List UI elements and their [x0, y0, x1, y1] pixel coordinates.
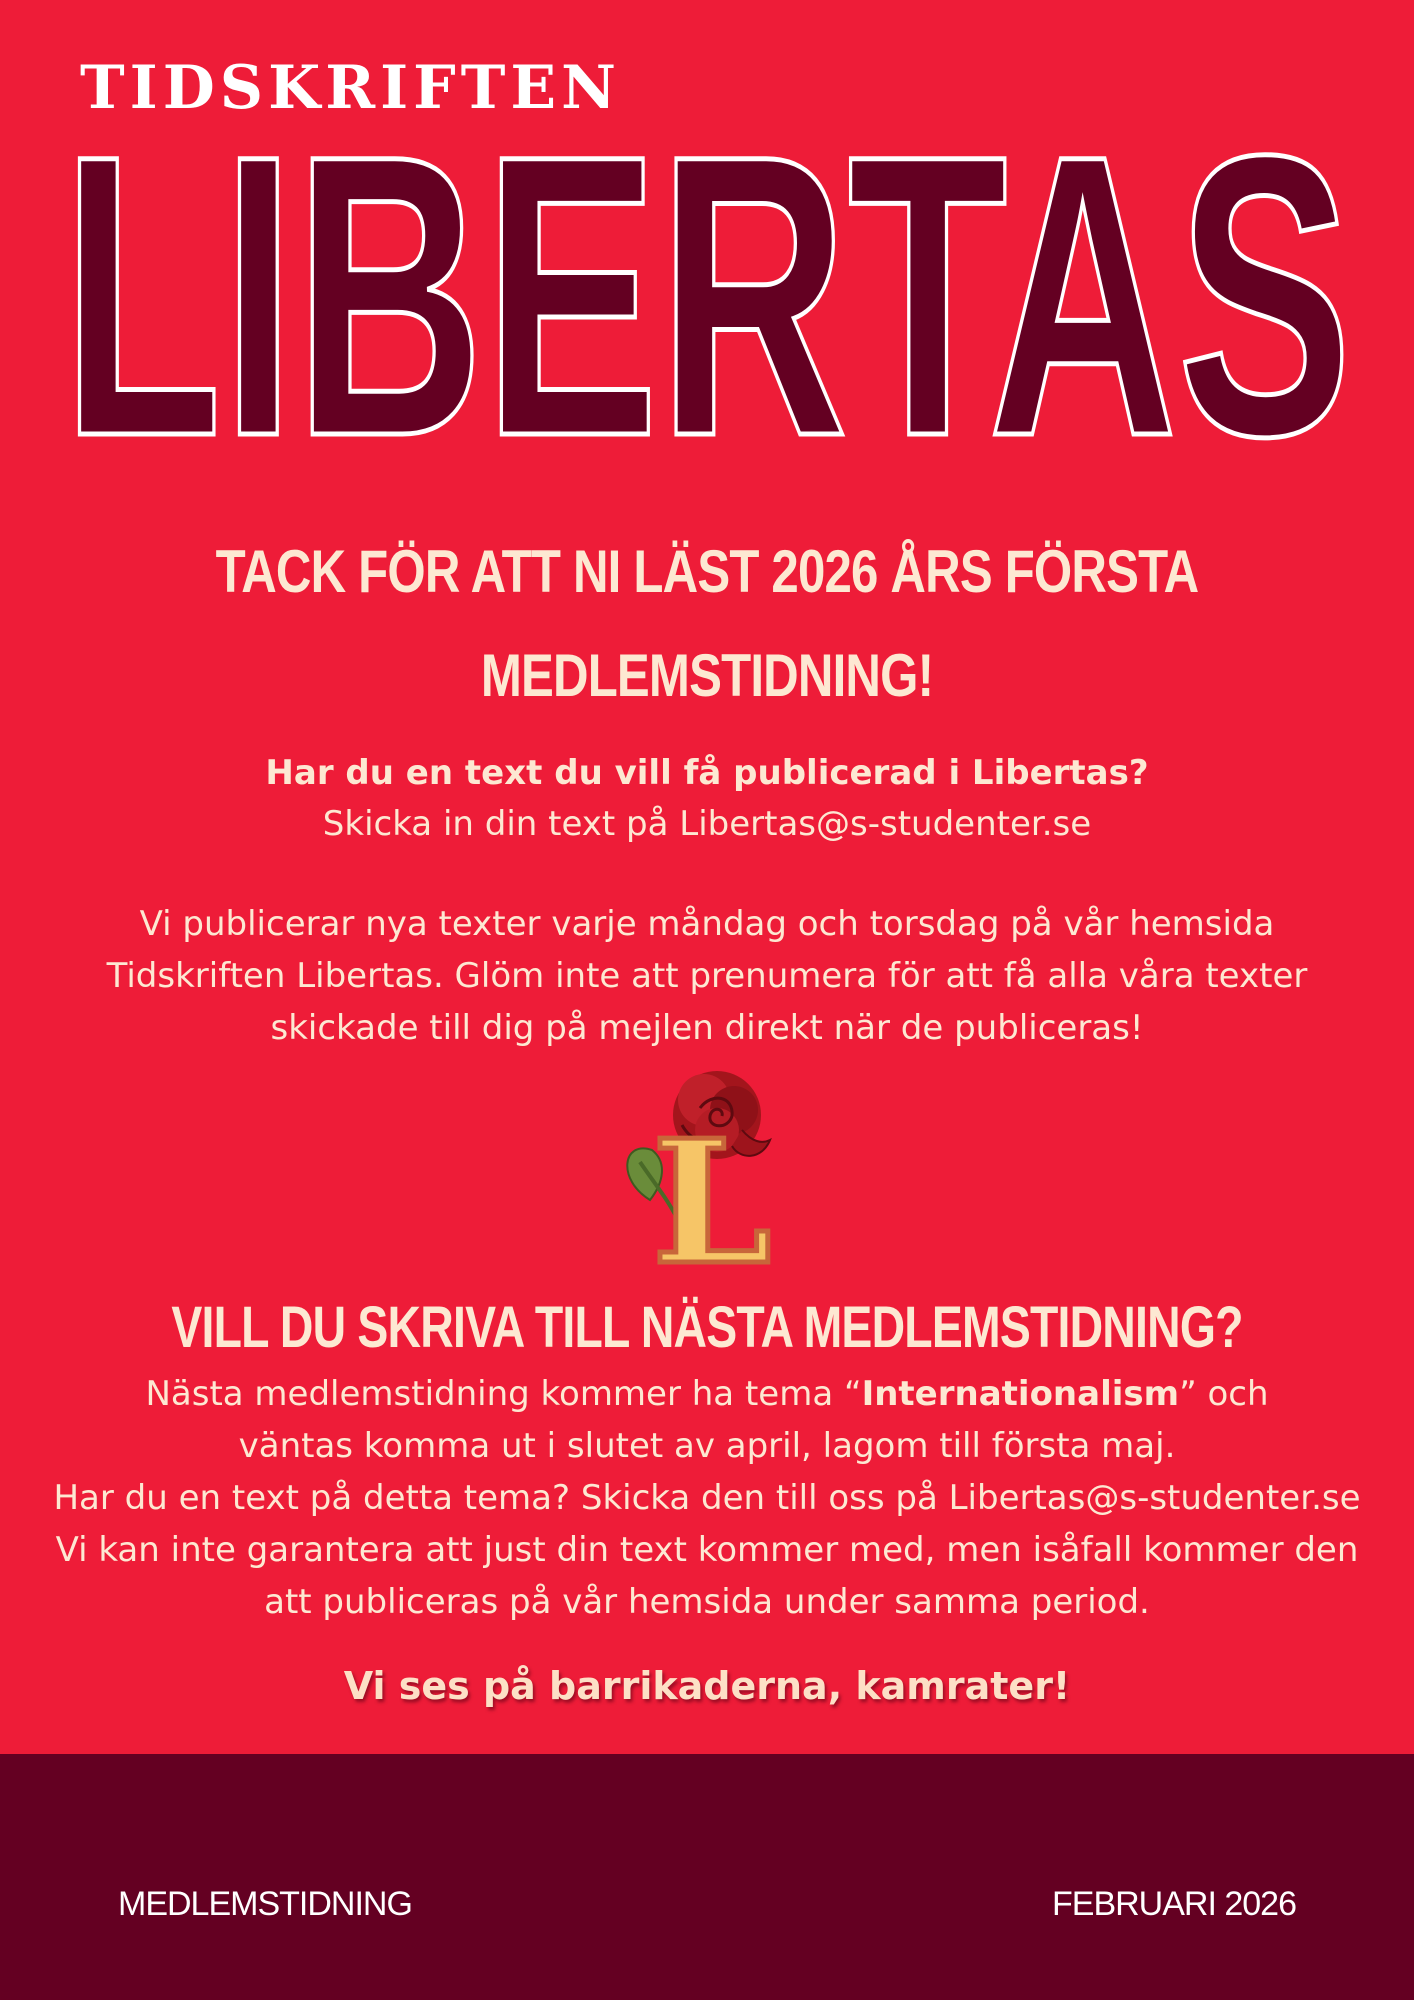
footer-issue-date: FEBRUARI 2026 — [1052, 1885, 1296, 1923]
next-issue-heading: VILL DU SKRIVA TILL NÄSTA MEDLEMSTIDNING? — [171, 1295, 1243, 1360]
submit-question: Har du en text du vill få publicerad i Libertas? — [265, 753, 1149, 793]
next-issue-paragraph — [0, 1368, 1414, 1628]
next-issue-line-4: Vi kan inte garantera att just din text kommer med, men isåfall kommer den — [55, 1530, 1359, 1570]
thanks-line-1: TACK FÖR ATT NI LÄST 2026 ÅRS FÖRSTA — [215, 538, 1199, 605]
logo-letter: L — [652, 1103, 772, 1270]
publish-line-3: skickade till dig på mejlen direkt när de publiceras! — [270, 1008, 1144, 1048]
next-issue-line-1 — [0, 1368, 1414, 1420]
footer-publication-type: MEDLEMSTIDNING — [118, 1885, 412, 1923]
publish-line-2: Tidskriften Libertas. Glöm inte att prenumera för att få alla våra texter — [106, 956, 1308, 996]
theme-outro: ” och — [1179, 1374, 1269, 1414]
next-issue-line-3: Har du en text på detta tema? Skicka den till oss på Libertas@s-studenter.se — [53, 1478, 1361, 1518]
publish-paragraph — [0, 898, 1414, 1054]
next-issue-line-5: att publiceras på vår hemsida under samma period. — [264, 1582, 1150, 1622]
thanks-heading — [127, 520, 1286, 728]
masthead-title: LIBERTAS — [62, 118, 1352, 458]
next-issue-line-2: väntas komma ut i slutet av april, lagom till första maj. — [238, 1426, 1176, 1466]
publish-line-1: Vi publicerar nya texter varje måndag och torsdag på vår hemsida — [139, 904, 1275, 944]
theme-name: Internationalism — [861, 1374, 1180, 1414]
signoff: Vi ses på barrikaderna, kamrater! — [343, 1664, 1071, 1708]
kicker-title: TIDSKRIFTEN — [80, 53, 621, 123]
masthead — [0, 118, 1414, 458]
rose-l-logo-icon — [612, 1070, 792, 1270]
thanks-line-2: MEDLEMSTIDNING! — [480, 642, 934, 709]
submit-instruction: Skicka in din text på Libertas@s-studenter.se — [322, 804, 1092, 844]
theme-intro: Nästa medlemstidning kommer ha tema “ — [145, 1374, 862, 1414]
footer-bar — [0, 1754, 1414, 2000]
